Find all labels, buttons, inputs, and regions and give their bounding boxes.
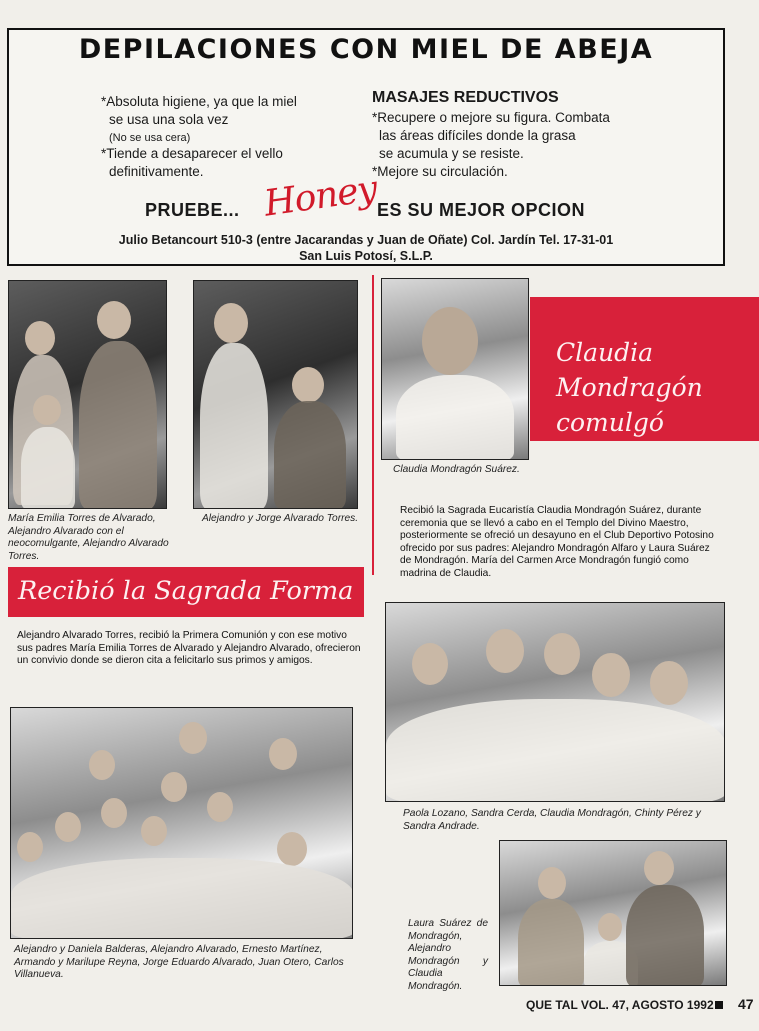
honey-logo: Honey [261,168,380,225]
claudia-title-line-2: Mondragón [556,373,703,402]
caption-cousins-friends: Alejandro y Daniela Balderas, Alejandro Alvarado, Ernesto Martínez, Armando y Marilupe Reyna, Jorge Eduardo Alvarado, Juan Otero, Carlos Villanueva. [14,944,344,980]
ad-left-line-4: *Tiende a desaparecer el vello [101,146,283,161]
ad-mejor-opcion: ES SU MEJOR OPCION [377,200,586,220]
column-divider [372,275,374,575]
ad-left-line-3: (No se usa cera) [109,132,191,144]
caption-alejandro-jorge: Alejandro y Jorge Alvarado Torres. [202,513,359,524]
photo-claudia-portrait [381,278,529,460]
caption-claudia-friends: Paola Lozano, Sandra Cerda, Claudia Mondragón, Chinty Pérez y Sandra Andrade. [403,808,701,832]
claudia-title-line-1: Claudia [556,338,654,367]
body-claudia: Recibió la Sagrada Eucaristía Claudia Mondragón Suárez, durante ceremonia que se llevó a cabo en el Templo del Divino Maestro, posteriormente se ofreció un desayuno en el Club Deportivo Potosino ofrecido por sus padres: Alejandro Mondragón Alfaro y Laura Suárez de Mondragón. María del Carmen Arce Mondragón fungió como madrina de Claudia. [400,505,714,579]
ad-right-line-1: *Recupere o mejore su figura. Combata [372,110,610,125]
advertisement-box [7,28,725,266]
caption-family-alvarado: María Emilia Torres de Alvarado, Alejandro Alvarado con el neocomulgante, Alejandro Alvarado Torres. [8,513,169,562]
photo-cousins-friends [10,707,353,939]
photo-family-alvarado [8,280,167,509]
ad-address: Julio Betancourt 510-3 (entre Jacarandas y Juan de Oñate) Col. Jardín Tel. 17-31-01 [118,233,614,247]
footer-issue: QUE TAL VOL. 47, AGOSTO 1992 [526,998,714,1012]
ad-city: San Luis Potosí, S.L.P. [299,249,433,263]
caption-claudia-portrait: Claudia Mondragón Suárez. [393,464,520,475]
ad-left-line-2: se usa una sola vez [109,112,229,127]
ad-left-line-5: definitivamente. [109,164,204,179]
ad-right-line-2: las áreas difíciles donde la grasa [379,128,576,143]
photo-mondragon-family [499,840,727,986]
ad-right-line-3: se acumula y se resiste. [379,146,524,161]
claudia-title-line-3: comulgó [556,408,664,437]
ad-right-heading: MASAJES REDUCTIVOS [372,89,559,106]
page-number: 47 [738,996,754,1012]
section-title-sagrada-forma: Recibió la Sagrada Forma [8,567,364,617]
ad-title: DEPILACIONES CON MIEL DE ABEJA [78,34,654,65]
ad-left-line-1: *Absoluta higiene, ya que la miel [101,94,297,109]
body-sagrada-forma: Alejandro Alvarado Torres, recibió la Primera Comunión y con ese motivo sus padres María Emilia Torres de Alvarado y Alejandro Alvarado, ofrecieron un convivio donde se dieron cita a felicitarlo sus primos y amigos. [17,630,361,667]
caption-mondragon-family: Laura Suárez de Mondragón, Alejandro Mondragón y Claudia Mondragón. [408,918,488,992]
section-title-claudia [530,297,759,441]
photo-alejandro-jorge [193,280,358,509]
ad-right-line-4: *Mejore su circulación. [372,164,508,179]
footer-square-icon [715,1001,723,1009]
ad-pruebe: PRUEBE... [145,200,240,220]
photo-claudia-friends [385,602,725,802]
